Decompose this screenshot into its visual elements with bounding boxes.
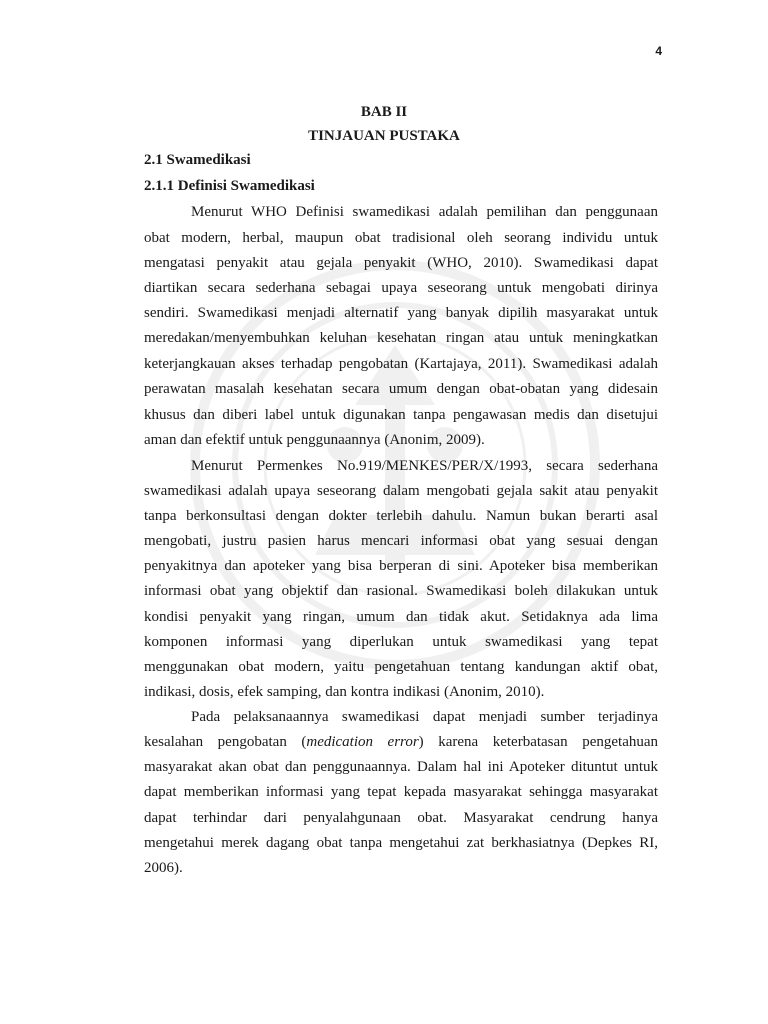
paragraph-3-line: mengetahui merek dagang obat tanpa mengetahui zat berkhasiatnya (Depkes RI, (144, 835, 658, 851)
chapter-title: TINJAUAN PUSTAKA (308, 128, 460, 144)
paragraph-1-line: aman dan efektif untuk penggunaannya (Anonim, 2009). (144, 432, 485, 448)
section-heading: 2.1 Swamedikasi (144, 152, 251, 168)
paragraph-2-line: informasi obat yang objektif dan rasional. Swamedikasi boleh dilakukan untuk (144, 583, 658, 599)
paragraph-2-line: tanpa berkonsultasi dengan dokter terlebih dahulu. Namun bukan berarti asal (144, 508, 658, 524)
paragraph-1-line: diartikan secara sederhana sebagai upaya seseorang untuk mengobati dirinya (144, 280, 658, 296)
paragraph-2-line: penyakitnya dan apoteker yang bisa berperan di sini. Apoteker bisa memberikan (144, 558, 658, 574)
paragraph-3-line: 2006). (144, 860, 183, 876)
paragraph-2-line: Menurut Permenkes No.919/MENKES/PER/X/1993, secara sederhana (191, 458, 658, 474)
paragraph-1-line: mengatasi penyakit atau gejala penyakit (WHO, 2010). Swamedikasi dapat (144, 255, 658, 271)
chapter-label: BAB II (360, 104, 408, 120)
paragraph-3-line: dapat memberikan informasi yang tepat kepada masyarakat sehingga masyarakat (144, 784, 658, 800)
paragraph-3-line: dapat terhindar dari penyalahgunaan obat. Masyarakat cendrung hanya (144, 810, 658, 826)
paragraph-2-line: mengobati, justru pasien harus mencari informasi obat yang sesuai dengan (144, 533, 658, 549)
paragraph-3-text-before: kesalahan pengobatan ( (144, 734, 307, 750)
paragraph-1-line: sendiri. Swamedikasi menjadi alternatif yang banyak dipilih masyarakat untuk (144, 305, 658, 321)
paragraph-1-line: khusus dan diberi label untuk digunakan tanpa pengawasan medis dan disetujui (144, 407, 658, 423)
paragraph-1-line: meredakan/menyembuhkan keluhan kesehatan ringan atau untuk meningkatkan (144, 330, 658, 346)
paragraph-3-text-after: ) karena keterbatasan pengetahuan (418, 734, 659, 750)
paragraph-1-line: perawatan masalah kesehatan secara umum dengan obat-obatan yang didesain (144, 381, 658, 397)
paragraph-3-line: Pada pelaksanaannya swamedikasi dapat menjadi sumber terjadinya (191, 709, 658, 725)
subsection-heading: 2.1.1 Definisi Swamedikasi (144, 178, 315, 194)
paragraph-1-line: Menurut WHO Definisi swamedikasi adalah pemilihan dan penggunaan (191, 204, 658, 220)
paragraph-3-line: masyarakat akan obat dan penggunaannya. Dalam hal ini Apoteker dituntut untuk (144, 759, 658, 775)
paragraph-2-line: menggunakan obat modern, yaitu pengetahuan tentang kandungan aktif obat, (144, 659, 658, 675)
paragraph-1-line: keterjangkauan akses terhadap pengobatan (Kartajaya, 2011). Swamedikasi adalah (144, 356, 658, 372)
paragraph-2-line: kondisi penyakit yang ringan, umum dan tidak akut. Setidaknya ada lima (144, 609, 658, 625)
paragraph-1-line: obat modern, herbal, maupun obat tradisional oleh seorang individu untuk (144, 230, 658, 246)
paragraph-2-line: komponen informasi yang diperlukan untuk swamedikasi yang tepat (144, 634, 658, 650)
paragraph-2-line: swamedikasi adalah upaya seseorang dalam mengobati gejala sakit atau penyakit (144, 483, 658, 499)
page-number: 4 (655, 44, 662, 58)
paragraph-2-line: indikasi, dosis, efek samping, dan kontra indikasi (Anonim, 2010). (144, 684, 545, 700)
italic-term: medication error (306, 734, 419, 750)
paragraph-3-line-with-italic (144, 732, 658, 752)
